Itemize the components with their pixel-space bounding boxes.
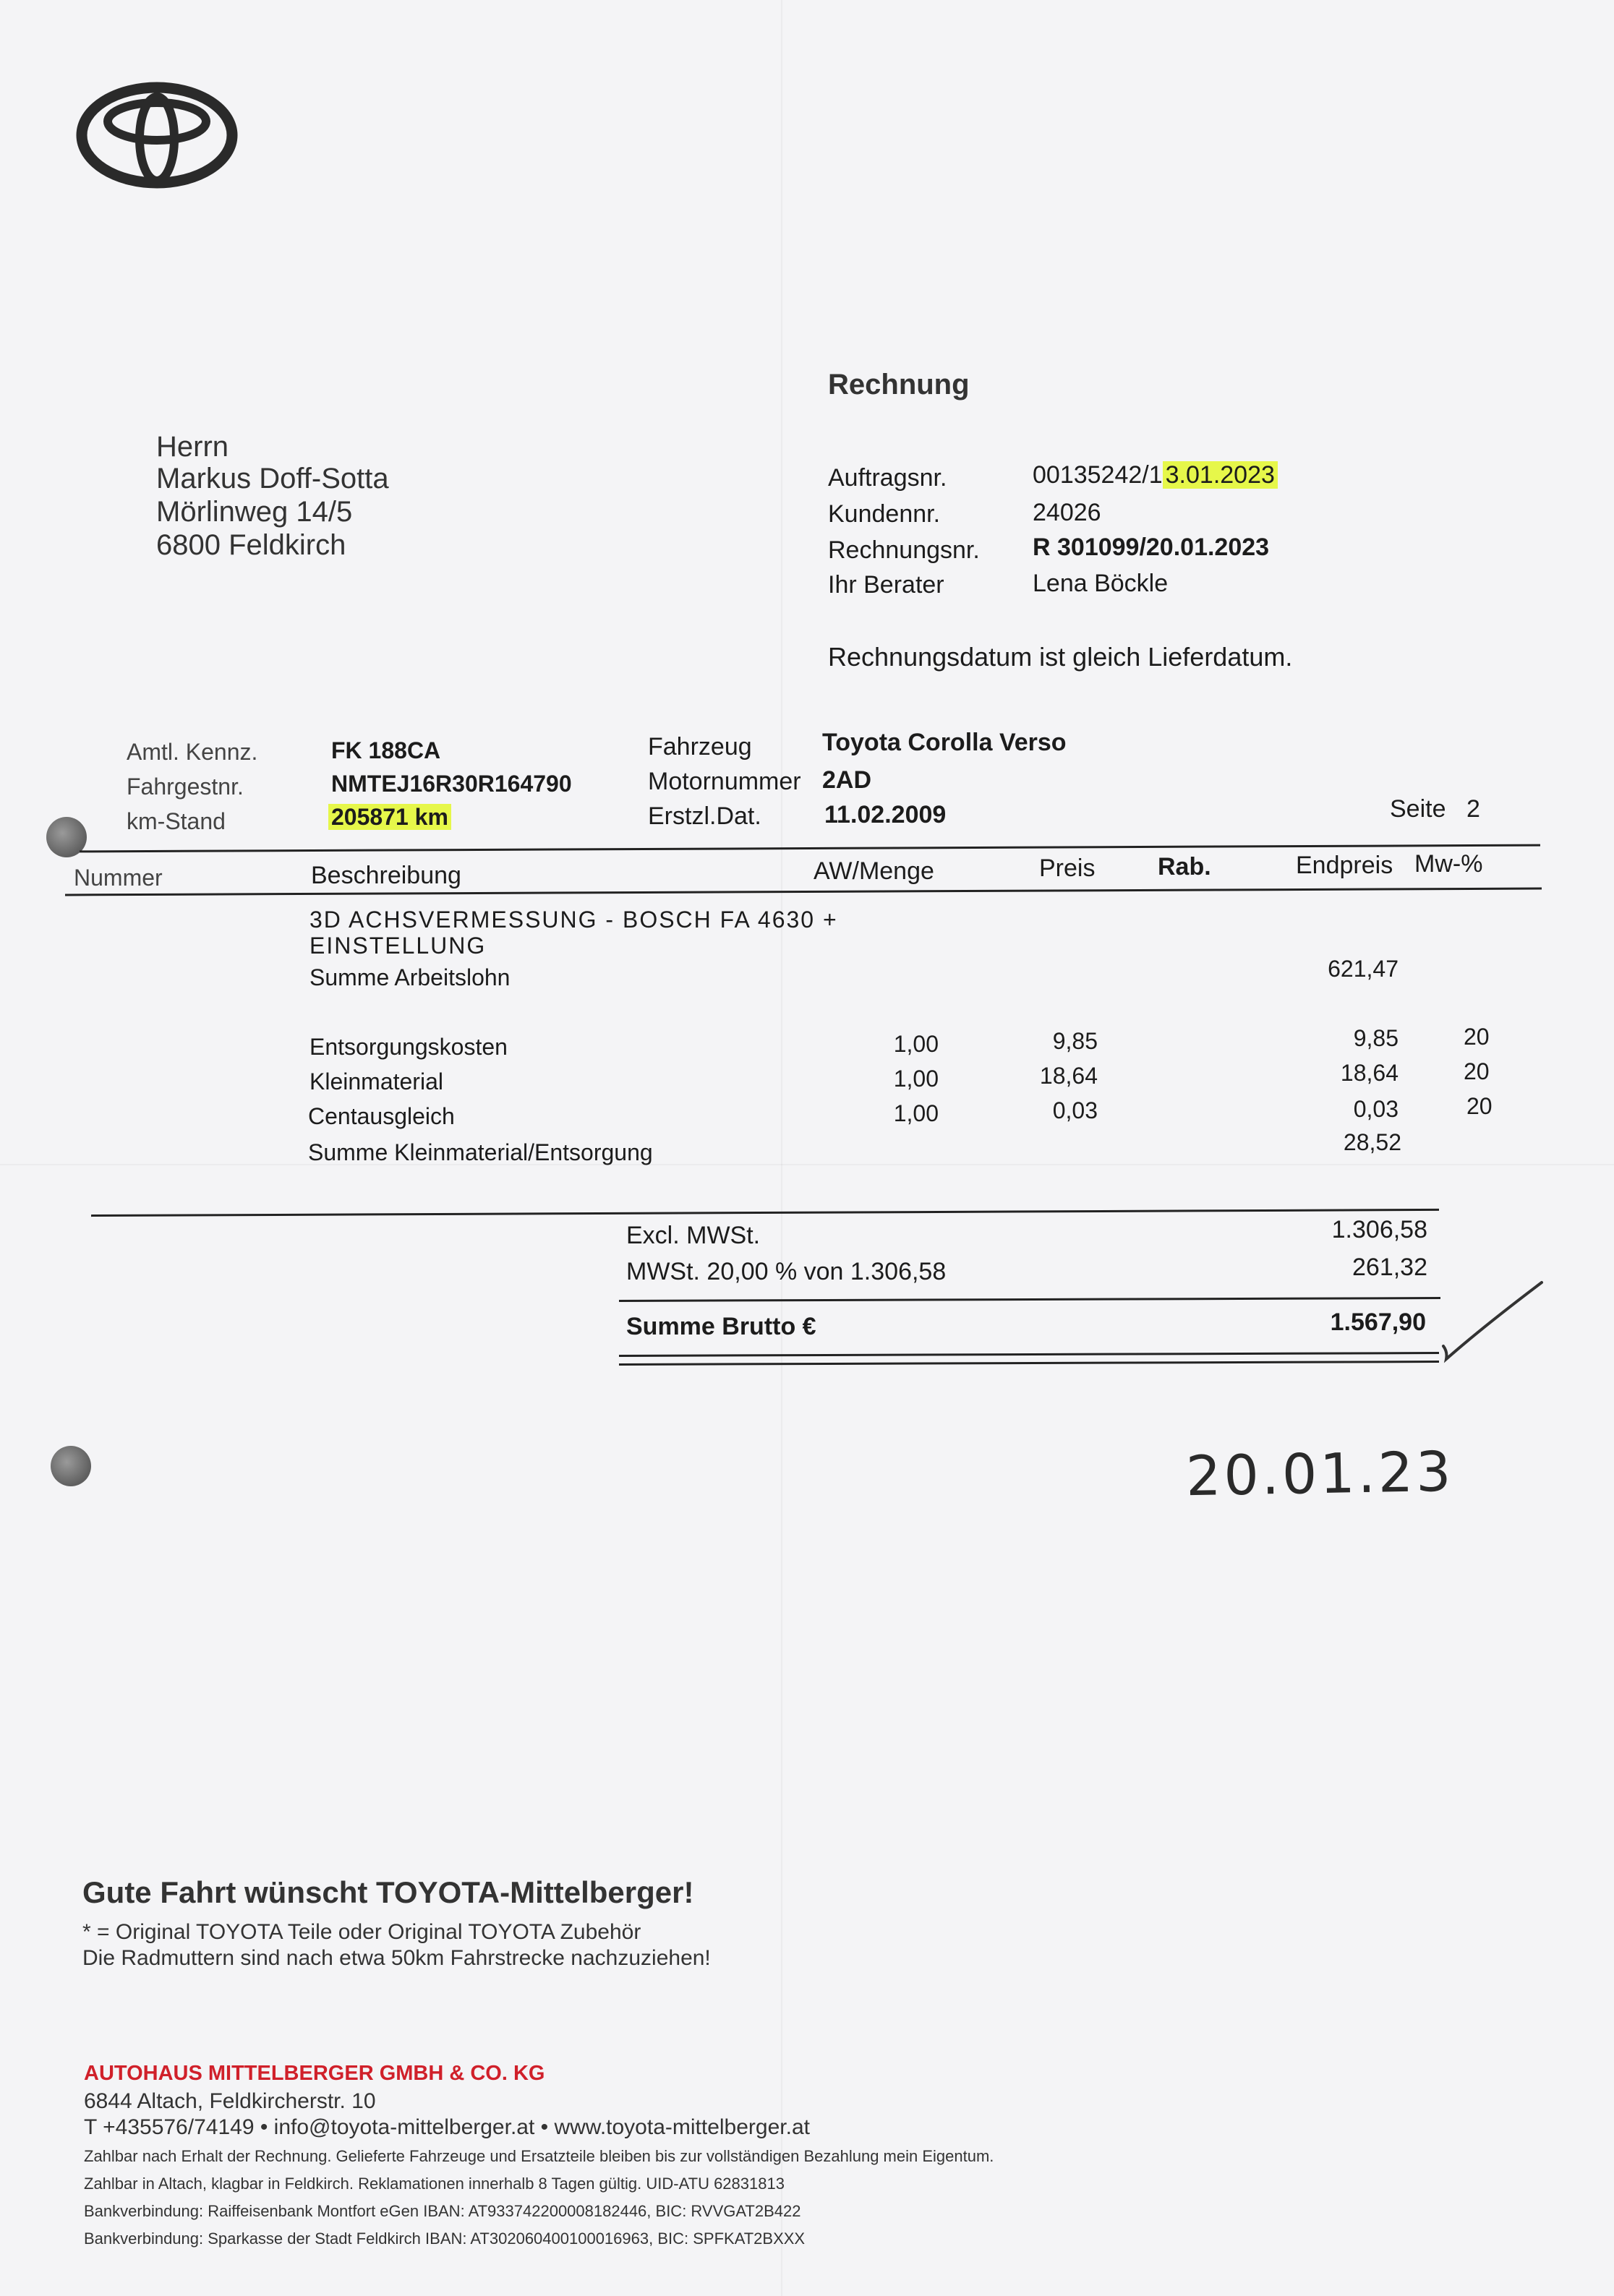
recipient-salutation: Herrn <box>156 431 229 463</box>
item-menge: 1,00 <box>893 1066 939 1092</box>
legal-line-2: Zahlbar in Altach, klagbar in Feldkirch. Reklamationen innerhalb 8 Tagen gültig. UID-ATU 62831813 <box>84 2175 785 2193</box>
fahrzeug-label: Fahrzeug <box>648 733 752 761</box>
kennz-value: FK 188CA <box>331 737 441 763</box>
item-mw: 20 <box>1464 1024 1490 1050</box>
footer-greeting: Gute Fahrt wünscht TOYOTA-Mittelberger! <box>82 1875 694 1909</box>
item-desc: Centausgleich <box>308 1103 455 1129</box>
brutto-value: 1.567,90 <box>1330 1308 1426 1336</box>
item-preis: 18,64 <box>1039 1063 1098 1089</box>
auftragsnr-value: 00135242/1 3.01.2023 <box>1033 461 1278 489</box>
punch-hole <box>51 1446 91 1486</box>
brutto-label: Summe Brutto € <box>626 1313 816 1340</box>
labor-desc-line2: EINSTELLUNG <box>309 933 487 959</box>
fahrzeug-value: Toyota Corolla Verso <box>822 729 1067 756</box>
recipient-city: 6800 Feldkirch <box>156 529 346 561</box>
motor-value: 2AD <box>822 766 872 794</box>
col-rab: Rab. <box>1158 853 1211 881</box>
table-header-rule <box>65 888 1542 896</box>
fahrgestnr-value: NMTEJ16R30R164790 <box>331 771 572 797</box>
item-desc: Entsorgungskosten <box>309 1034 508 1060</box>
labor-sum-value: 621,47 <box>1328 956 1399 982</box>
erstzl-label: Erstzl.Dat. <box>648 802 761 830</box>
material-sum-label: Summe Kleinmaterial/Entsorgung <box>308 1139 653 1165</box>
auftragsnr-label: Auftragsnr. <box>828 464 947 492</box>
kennz-label: Amtl. Kennz. <box>127 739 258 765</box>
fahrgestnr-label: Fahrgestnr. <box>127 774 244 800</box>
erstzl-value: 11.02.2009 <box>824 801 947 828</box>
item-endpreis: 9,85 <box>1353 1025 1399 1051</box>
mwst-value: 261,32 <box>1352 1254 1427 1281</box>
item-endpreis: 18,64 <box>1340 1060 1399 1086</box>
recipient-street: Mörlinweg 14/5 <box>156 496 353 528</box>
footer-note-wheels: Die Radmuttern sind nach etwa 50km Fahrstrecke nachzuziehen! <box>82 1946 711 1970</box>
rechnungsnr-label: Rechnungsnr. <box>828 536 980 564</box>
col-nummer: Nummer <box>74 865 163 891</box>
paper-fold-vertical <box>781 0 782 2296</box>
excl-value: 1.306,58 <box>1331 1216 1427 1243</box>
motor-label: Motornummer <box>648 768 801 795</box>
item-preis: 9,85 <box>1052 1028 1098 1054</box>
item-mw: 20 <box>1466 1093 1493 1119</box>
page-title: Rechnung <box>828 369 970 400</box>
material-sum-value: 28,52 <box>1343 1129 1401 1155</box>
delivery-note: Rechnungsdatum ist gleich Lieferdatum. <box>828 642 1293 672</box>
highlight-mark: 3.01.2023 <box>1163 461 1278 489</box>
footer-note-parts: * = Original TOYOTA Teile oder Original TOYOTA Zubehör <box>82 1920 641 1944</box>
km-value: 205871 km <box>328 804 451 831</box>
company-address: 6844 Altach, Feldkircherstr. 10 <box>84 2089 376 2113</box>
company-name: AUTOHAUS MITTELBERGER GMBH & CO. KG <box>84 2062 545 2085</box>
item-mw: 20 <box>1464 1058 1490 1084</box>
labor-desc-line1: 3D ACHSVERMESSUNG - BOSCH FA 4630 + <box>309 907 838 933</box>
berater-label: Ihr Berater <box>828 571 944 599</box>
km-label: km-Stand <box>127 808 226 834</box>
item-menge: 1,00 <box>893 1031 939 1057</box>
brutto-double-rule <box>619 1352 1439 1357</box>
page-label: Seite <box>1390 795 1446 823</box>
item-preis: 0,03 <box>1052 1097 1098 1123</box>
col-menge: AW/Menge <box>814 857 934 885</box>
paper-fold-horizontal <box>0 1164 1614 1165</box>
item-endpreis: 0,03 <box>1353 1096 1399 1122</box>
item-menge: 1,00 <box>893 1100 939 1126</box>
kundennr-value: 24026 <box>1033 499 1101 526</box>
mwst-label: MWSt. 20,00 % von 1.306,58 <box>626 1258 947 1285</box>
rechnungsnr-value: R 301099/20.01.2023 <box>1033 534 1270 561</box>
bank-line-2: Bankverbindung: Sparkasse der Stadt Feldkirch IBAN: AT302060400100016963, BIC: SPFKAT2BXXX <box>84 2229 806 2248</box>
col-endpreis: Endpreis <box>1296 852 1393 879</box>
item-desc: Kleinmaterial <box>309 1068 443 1095</box>
labor-sum-label: Summe Arbeitslohn <box>309 964 511 990</box>
brutto-double-rule <box>619 1361 1439 1366</box>
company-contact: T +435576/74149 • info@toyota-mittelberger.at • www.toyota-mittelberger.at <box>84 2115 810 2139</box>
checkmark-icon <box>1439 1277 1547 1363</box>
bank-line-1: Bankverbindung: Raiffeisenbank Montfort eGen IBAN: AT933742200008182446, BIC: RVVGAT2B422 <box>84 2202 801 2220</box>
brutto-top-rule <box>619 1297 1440 1302</box>
col-mw: Mw-% <box>1414 850 1483 878</box>
kundennr-label: Kundennr. <box>828 500 941 528</box>
recipient-name: Markus Doff-Sotta <box>156 463 389 494</box>
col-preis: Preis <box>1039 854 1096 882</box>
toyota-logo-icon <box>75 81 239 189</box>
handwritten-date: 20.01.23 <box>1185 1439 1455 1509</box>
legal-line-1: Zahlbar nach Erhalt der Rechnung. Gelieferte Fahrzeuge und Ersatzteile bleiben bis zur vollständigen Bezahlung mein Eigentum. <box>84 2147 994 2165</box>
excl-label: Excl. MWSt. <box>626 1222 761 1249</box>
col-beschreibung: Beschreibung <box>311 862 461 889</box>
page-number: 2 <box>1466 795 1480 823</box>
berater-value: Lena Böckle <box>1033 570 1169 597</box>
